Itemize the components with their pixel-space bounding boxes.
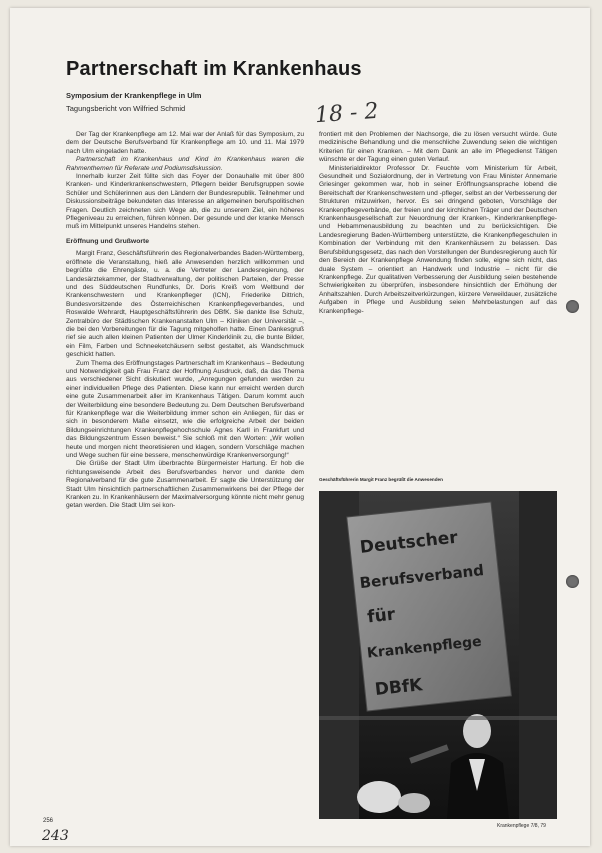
paragraph: Der Tag der Krankenpflege am 12. Mai war der Anlaß für das Symposium, zu dem der Deutsche Berufsverband für Krankenpflege am 10. und 11. Mai 1979 nach Ulm eingeladen hatte. bbox=[66, 131, 304, 155]
printed-page-number: 256 bbox=[43, 818, 54, 824]
paragraph: Ministerialdirektor Professor Dr. Feuchte vom Ministerium für Arbeit, Gesundheit und Sozialordnung, der in Vertretung von Frau Minister Annemarie Griesinger gekommen war, hob in seiner Eröffnungsansprache lobend die Bereitschaft der Krankenschwestern und -pfleger, selbst an der Verbesserung der Strukturen mitzuwirken, hervor. Es sei dringend geboten, Vorschläge der Krankenpflegeverbände, der freien und der kirchlichen Träger und der Deutschen Krankenhausgesellschaft zur Neuordnung der Kranken-, Kinderkrankenpflege- und Hebammenausbildung zu beachten und zu berücksichtigen. Die Landesregierung Baden-Württemberg unterstützte, die Krankenpflegeschulen in Kombination der Verbindung mit den Krankenhäusern zu belassen. Das Berufsbildungsgesetz, das nach den Vorstellungen der Bundesregierung auch für den Bereich der Krankenpflege Anwendung finden solle, eigne sich nicht, das duale System – orientiert an Handwerk und Industrie – nicht für die Krankenpflege. Zur qualitativen Verbesserung der Ausbildung seien bestehende Schwierigkeiten zu überprüfen, insbesondere hinsichtlich der Erhöhung der Anhaltszahlen. Durch Arbeitszeitverkürzungen, kürzere Verweildauer, zusätzliche Aufgaben in Pflege und Ausbildung seien Mehrbelastungen auf das Krankenpflege- bbox=[319, 164, 557, 315]
paragraph: Innerhalb kurzer Zeit füllte sich das Foyer der Donauhalle mit über 800 Kranken- und Kinderkrankenschwestern, Pflegern beider Berufsgruppen sowie Schüler und Schülerinnen aus den Ländern der Bundesrepublik. Teilnehmer und Diskussionsbeiträge bekundeten das Interesse an allgemeinen berufspolitischen Fragen. Deutlich zeichneten sich Wege ab, die zu unserem Ziel, ein höheres Pflegeniveau zu erreichen, führen können. Der gesunde und der kranke Mensch muß im Mittelpunkt unseres Handelns stehen. bbox=[66, 173, 304, 231]
photo-caption: Geschäftsführerin Margit Franz begrüßt die Anwesenden bbox=[319, 477, 443, 482]
banner-line: DBfK bbox=[373, 675, 424, 701]
handwritten-note: 18 - 2 bbox=[314, 98, 380, 129]
banner-line: für bbox=[366, 604, 397, 628]
paragraph: frontiert mit den Problemen der Nachsorge, die zu lösen versucht würde. Gute medizinische Behandlung und die menschliche Zuwendung seien die wichtigen Kriterien für einen Kranken. – Mit dem Dank an alle im Pflegedienst Tätigen wünschte er der Tagung einen guten Verlauf. bbox=[319, 131, 557, 164]
paragraph: Margit Franz, Geschäftsführerin des Regionalverbandes Baden-Württemberg, eröffnete die Veranstaltung, hieß alle Anwesenden herzlich willkommen und begrüßte die Ehrengäste, u. a. die Vertreter der Landesregierung, der Landesärztekammer, der Stadtverwaltung, der politischen Parteien, der Presse und des Süddeutschen Rundfunks, Dr. Doris Kreiß vom Weltbund der Krankenschwestern und Krankenpfleger (ICN), Friederike Dittrich, Bundesvorsitzende des Österreichischen Krankenpflegeverbandes, und Roswalde Wehrardt, Hauptgeschäftsführerin des DBfK. Sie dankte Ilse Schulz, Zentralbüro der Städtischen Krankenanstalten Ulm – Kliniken der Universität –, die bei den Vorbereitungen für die Tagung mitgeholfen hatte. Einen Dankesgruß rief sie auch allen kleinen Patienten der Ulmer Kinderklinik zu, die bunte Bilder, ein Film, Farben und Schneeketchäusern selbst gestaltet, als Wandschmuck geschickt hatten. bbox=[66, 250, 304, 359]
punch-hole bbox=[566, 300, 579, 313]
banner-line: Krankenpflege bbox=[366, 633, 483, 662]
left-column bbox=[66, 131, 304, 511]
document-page bbox=[10, 8, 590, 846]
banner-line: Deutscher bbox=[358, 527, 459, 558]
article-byline: Tagungsbericht von Wilfried Schmid bbox=[66, 104, 186, 113]
handwritten-page-number: 243 bbox=[42, 828, 69, 844]
article-subtitle: Symposium der Krankenpflege in Ulm bbox=[66, 91, 202, 100]
right-column bbox=[319, 131, 557, 316]
paragraph: Die Grüße der Stadt Ulm überbrachte Bürgermeister Hartung. Er hob die richtungsweisende Arbeit des Berufsverbandes hervor und dankte dem Regionalverband für die gute Zusammenarbeit. Er sagte die Unterstützung der Stadt Ulm hinsichtlich partnerschaftlichen Zusammenwirkens bei der Pflege der Kranken zu. In Krankenhäusern der Maximalversorgung könnte nicht mehr genug getan werden. Die Stadt Ulm sei kon- bbox=[66, 460, 304, 510]
banner-line: Berufsverband bbox=[358, 561, 485, 593]
section-heading: Eröffnung und Grußworte bbox=[66, 237, 150, 245]
photo-credit: Krankenpflege 7/8, 79 bbox=[497, 823, 546, 829]
article-photo bbox=[319, 491, 557, 819]
punch-hole bbox=[566, 575, 579, 588]
paragraph: Partnerschaft im Krankenhaus und Kind im Krankenhaus waren die Rahmenthemen für Referate und Podiumsdiskussion. bbox=[66, 156, 304, 172]
paragraph: Zum Thema des Eröffnungstages Partnerschaft im Krankenhaus – Bedeutung und Notwendigkeit gab Frau Franz der Hoffnung Ausdruck, daß, da das Thema aus verschiedener Sicht diskutiert wurde, „Anregungen gefunden werden zu einer individuellen Pflege des Patienten. Diese kann nur erreicht werden durch eine gute Zusammenarbeit aller im Krankenhaus Tätigen. Darum kommt auch der Weiterbildung eine besondere Bedeutung zu. Dem Deutschen Berufsverband für Krankenpflege war die Weiterbildung immer schon ein Anliegen, für das er sich in besonderem Maße einsetzt, wie die erfolgreiche Arbeit der beiden Bildungseinrichtungen Krankenpflegehochschule Agnes Karll in Frankfurt und das Bildungszentrum Essen beweist.“ Sie schloß mit den Worten: „Wir wollen heute und morgen nicht theoretisieren und klagen, sondern Vorschläge machen und Wege suchen für eine bessere, menschenwürdige Krankenversorgung!“ bbox=[66, 359, 304, 460]
article-title: Partnerschaft im Krankenhaus bbox=[66, 58, 362, 80]
photo-illustration bbox=[319, 491, 557, 819]
